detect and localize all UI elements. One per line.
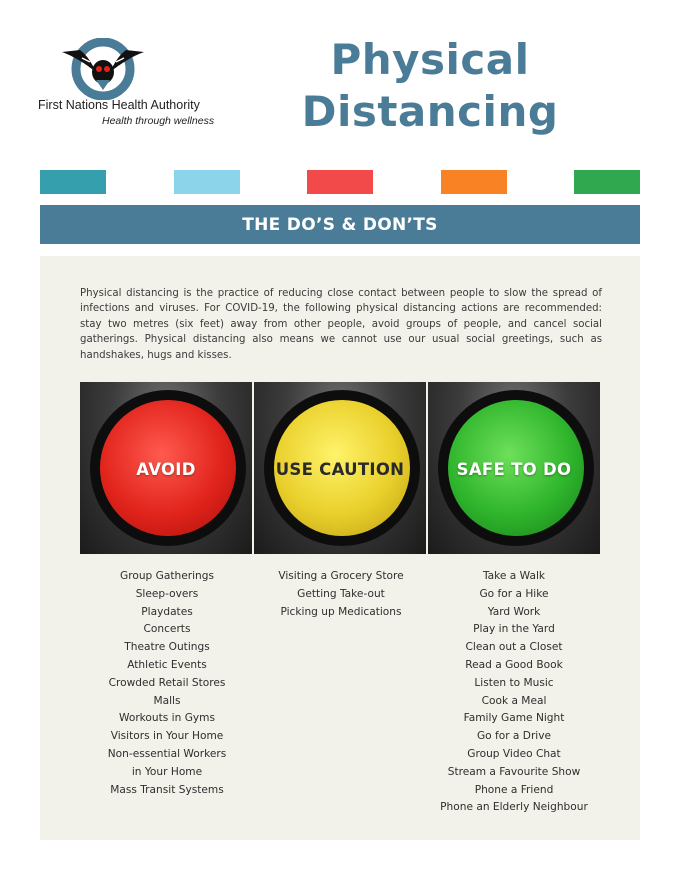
avoid-list (80, 568, 254, 799)
list-item: Phone a Friend (474, 783, 554, 796)
section-banner (40, 205, 640, 244)
list-item: Cook a Meal (481, 694, 547, 707)
caution-label: USE CAUTION (275, 460, 405, 479)
list-item: Malls (153, 694, 181, 707)
traffic-light-avoid (80, 382, 252, 554)
traffic-lights (80, 382, 600, 554)
list-item: Athletic Events (127, 658, 207, 671)
list-item: in Your Home (131, 765, 203, 778)
list-item: Picking up Medications (280, 605, 402, 618)
caution-list (254, 568, 428, 621)
swatch-red (307, 170, 373, 194)
safe-list (427, 568, 601, 817)
list-item: Visiting a Grocery Store (278, 570, 404, 582)
org-name: First Nations Health Authority (38, 98, 200, 112)
banner-title: THE DO’S & DON’TS (242, 214, 438, 235)
list-item: Play in the Yard (473, 623, 555, 636)
list-item: Sleep-overs (135, 587, 199, 600)
page-title (270, 34, 590, 138)
swatch-orange (441, 170, 507, 194)
list-item: Clean out a Closet (465, 641, 563, 654)
list-item: Group Gatherings (120, 570, 214, 582)
list-item: Getting Take-out (297, 587, 385, 600)
fnha-logo (38, 38, 228, 134)
safe-label: SAFE TO DO (456, 460, 572, 479)
list-item: Workouts in Gyms (118, 712, 216, 725)
list-item: Take a Walk (482, 570, 546, 582)
list-item: Mass Transit Systems (110, 783, 224, 796)
avoid-label: AVOID (136, 460, 196, 479)
list-item: Stream a Favourite Show (447, 765, 581, 778)
swatch-light-blue (174, 170, 240, 194)
list-item: Go for a Drive (476, 730, 552, 743)
list-item: Family Game Night (463, 712, 565, 725)
list-item: Read a Good Book (465, 658, 563, 671)
list-item: Group Video Chat (467, 747, 561, 760)
list-item: Listen to Music (474, 676, 554, 689)
list-item: Non-essential Workers (107, 747, 227, 760)
traffic-light-caution (254, 382, 426, 554)
list-item: Visitors in Your Home (110, 730, 224, 743)
traffic-light-safe (428, 382, 600, 554)
fnha-bird-emblem-icon (60, 38, 146, 100)
list-item: Concerts (143, 623, 191, 636)
list-item: Theatre Outings (124, 641, 210, 654)
org-tagline: Health through wellness (102, 115, 215, 127)
swatch-green (574, 170, 640, 194)
list-item: Crowded Retail Stores (108, 676, 226, 689)
color-swatch-row (40, 170, 640, 194)
title-line-1: Physical (330, 35, 530, 84)
list-item: Go for a Hike (479, 587, 549, 600)
list-item: Playdates (141, 605, 193, 618)
swatch-teal (40, 170, 106, 194)
content-panel (40, 256, 640, 840)
list-item: Yard Work (487, 605, 541, 618)
list-item: Phone an Elderly Neighbour (440, 801, 588, 814)
intro-paragraph: Physical distancing is the practice of reducing close contact between people to slow the spread of infections and viruses. For COVID-19, the following physical distancing actions are recommended: stay two metres (six feet) away from other people, avoid groups of people, and cancel social gatherings. Physical distancing also means we cannot use our usual social greetings, such as handshakes, hugs and kisses. (80, 288, 602, 361)
title-line-2: Distancing (301, 87, 559, 136)
